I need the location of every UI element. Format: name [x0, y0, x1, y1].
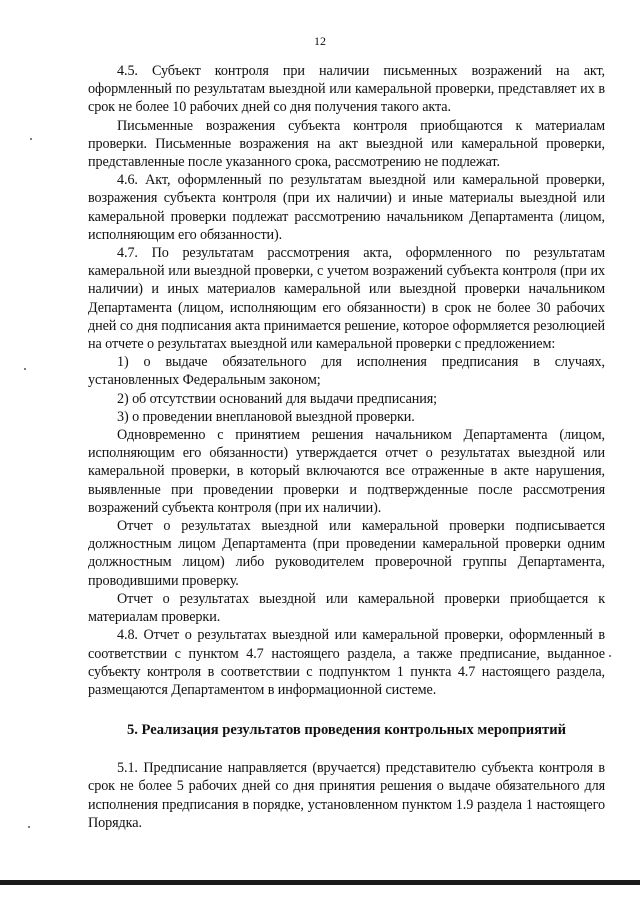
list-item-3: 3) о проведении внеплановой выездной проверки.	[117, 408, 415, 425]
paragraph-attachment: Отчет о результатах выездной или камеральной проверки приобщается к материалам проверки.	[88, 590, 605, 626]
paragraph-4-5: 4.5. Субъект контроля при наличии письменных возражений на акт, оформленный по результатам выездной или камеральной проверки, представляет их в срок не более 10 рабочих дней со дня получения такого акта.	[88, 63, 605, 116]
paragraph-4-6: 4.6. Акт, оформленный по результатам выездной или камеральной проверки, возражения субъекта контроля (при их наличии) и иные материалы выездной или камеральной проверки подлежат рассмотрению начальником Департамента (лицом, исполняющим его обязанности).	[88, 172, 605, 243]
scan-speck	[609, 655, 611, 657]
paragraph-4-7: 4.7. По результатам рассмотрения акта, оформленного по результатам камеральной или выездной проверки, с учетом возражений субъекта контроля (при их наличии) и иных материалов камеральной или выездной проверки начальником Департамента (лицом, исполняющим его обязанности) в срок не более 30 рабочих дней со дня подписания акта принимается решение, которое оформляется резолюцией на отчете о результатах выездной или камеральной проверки с предложением:	[88, 245, 605, 353]
paragraph-signing: Отчет о результатах выездной или камеральной проверки подписывается должностным лицом Департамента (при проведении камеральной проверки одним должностным лицом) либо руководителем проверочной группы Департамента, проводившими проверку.	[88, 518, 605, 589]
scan-speck	[30, 138, 32, 140]
scan-bottom-border	[0, 880, 640, 885]
section-heading: 5. Реализация результатов проведения контрольных мероприятий	[126, 722, 567, 739]
paragraph-4-8: 4.8. Отчет о результатах выездной или камеральной проверки, оформленный в соответствии с пунктом 4.7 настоящего раздела, а также предписание, выданное субъекту контроля в соответствии с подпунктом 1 пункта 4.7 настоящего раздела, размещаются Департаментом в информационной системе.	[88, 627, 605, 698]
page-number: 12	[314, 34, 326, 48]
document-body	[88, 62, 605, 832]
paragraph-approval: Одновременно с принятием решения начальником Департамента (лицом, исполняющим его обязанности) утверждается отчет о результатах выездной или камеральной проверки, в который включаются все отраженные в акте нарушения, выявленные при проведении проверки и подтвержденные после рассмотрения возражений субъекта контроля (при их наличии).	[88, 427, 605, 516]
paragraph-5-1: 5.1. Предписание направляется (вручается) представителю субъекта контроля в срок не более 5 рабочих дней со дня принятия решения о выдаче обязательного для исполнения предписания в порядке, установленном пунктом 1.9 раздела 1 настоящего Порядка.	[88, 760, 605, 831]
scan-speck	[28, 826, 30, 828]
list-item-2: 2) об отсутствии оснований для выдачи предписания;	[117, 390, 438, 407]
scan-speck	[24, 368, 26, 370]
list-item-1: 1) о выдаче обязательного для исполнения предписания в случаях, установленных Федеральным законом;	[88, 354, 605, 389]
paragraph-objections: Письменные возражения субъекта контроля приобщаются к материалам проверки. Письменные возражения на акт выездной или камеральной проверки, представленные после указанного срока, рассмотрению не подлежат.	[88, 117, 605, 171]
